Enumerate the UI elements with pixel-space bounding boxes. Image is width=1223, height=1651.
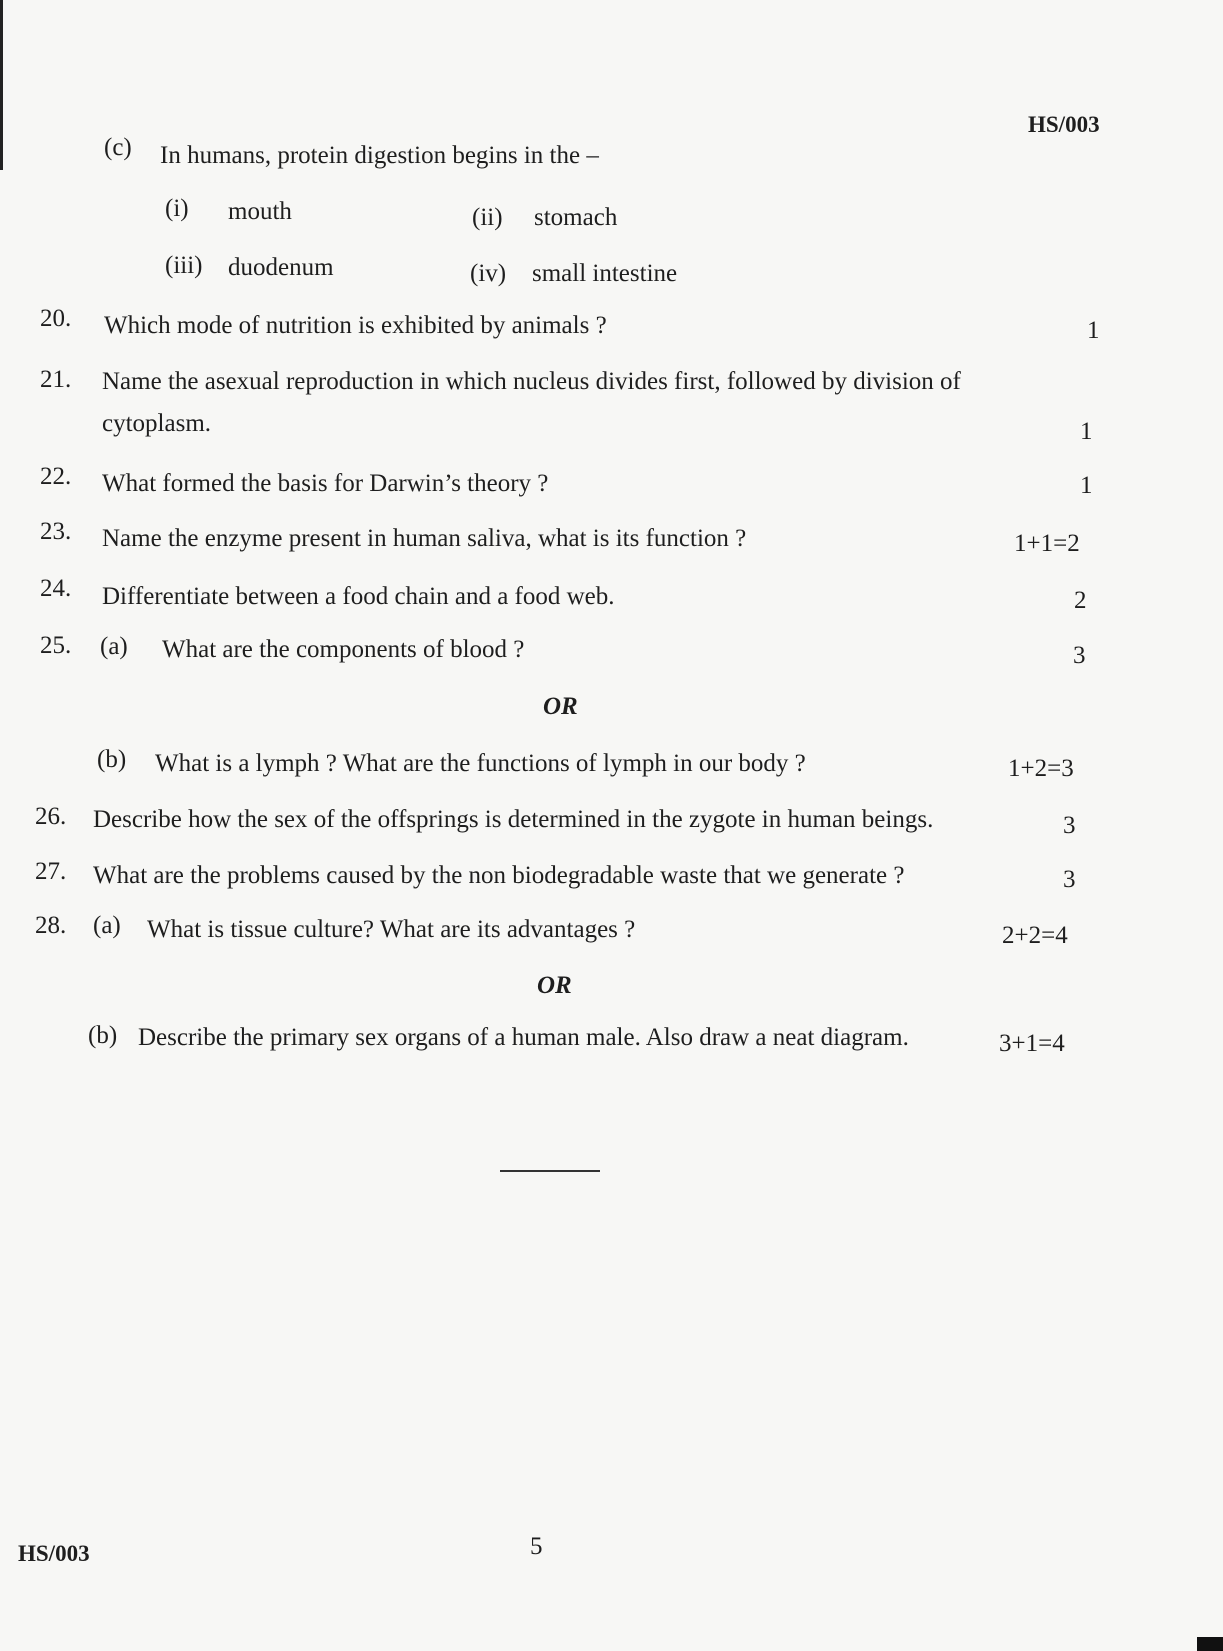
- question-text: Name the enzyme present in human saliva, what is its function ?: [102, 525, 747, 552]
- question-text: Which mode of nutrition is exhibited by animals ?: [104, 312, 607, 339]
- question-number: 26.: [35, 803, 67, 830]
- question-marks: 2+2=4: [1002, 922, 1068, 949]
- question-marks: 1+2=3: [1008, 755, 1074, 782]
- question-number: 22.: [40, 463, 72, 490]
- footer-code: HS/003: [18, 1541, 90, 1566]
- option-text: duodenum: [228, 254, 334, 281]
- question-text-continued: cytoplasm.: [102, 410, 212, 437]
- option-text: stomach: [534, 204, 618, 231]
- question-number: 27.: [35, 858, 67, 885]
- scan-edge: [0, 0, 3, 170]
- question-number: 24.: [40, 575, 72, 602]
- question-number: 23.: [40, 518, 72, 545]
- option-text: mouth: [228, 198, 292, 225]
- question-text: Name the asexual reproduction in which nucleus divides first, followed by division of: [102, 368, 961, 395]
- question-marks: 2: [1074, 587, 1087, 614]
- or-separator: OR: [537, 972, 572, 999]
- question-marks: 1: [1087, 317, 1100, 344]
- question-text: What are the components of blood ?: [162, 636, 525, 663]
- or-separator: OR: [543, 693, 578, 720]
- question-marks: 1+1=2: [1014, 530, 1080, 557]
- question-number: 20.: [40, 305, 72, 332]
- option-num: (iii): [165, 252, 203, 279]
- option-num: (i): [165, 195, 189, 222]
- question-marks: 3: [1063, 812, 1076, 839]
- part-label: (b): [88, 1022, 118, 1049]
- scan-corner-mark: [1197, 1637, 1223, 1651]
- option-text: small intestine: [532, 260, 678, 287]
- question-number: 25.: [40, 632, 72, 659]
- header-code: HS/003: [1028, 112, 1100, 137]
- question-marks: 1: [1080, 418, 1093, 445]
- option-num: (ii): [472, 204, 503, 231]
- part-label: (a): [100, 633, 128, 660]
- question-number: 21.: [40, 366, 72, 393]
- question-text: Describe the primary sex organs of a human male. Also draw a neat diagram.: [138, 1024, 909, 1051]
- question-marks: 3: [1073, 642, 1086, 669]
- question-marks: 3+1=4: [999, 1030, 1065, 1057]
- q19c-label: (c): [104, 134, 132, 161]
- question-text: What are the problems caused by the non biodegradable waste that we generate ?: [93, 862, 905, 889]
- question-text: What is tissue culture? What are its advantages ?: [147, 916, 636, 943]
- question-text: What formed the basis for Darwin’s theory ?: [102, 470, 549, 497]
- end-rule: [500, 1170, 600, 1172]
- option-num: (iv): [470, 260, 507, 287]
- question-text: What is a lymph ? What are the functions of lymph in our body ?: [155, 750, 806, 777]
- question-text: Describe how the sex of the offsprings is determined in the zygote in human beings.: [93, 806, 934, 833]
- question-number: 28.: [35, 912, 67, 939]
- page-number: 5: [530, 1533, 543, 1560]
- q19c-text: In humans, protein digestion begins in the –: [160, 142, 599, 169]
- question-marks: 1: [1080, 472, 1093, 499]
- part-label: (a): [93, 912, 121, 939]
- question-text: Differentiate between a food chain and a food web.: [102, 583, 615, 610]
- part-label: (b): [97, 746, 127, 773]
- question-marks: 3: [1063, 866, 1076, 893]
